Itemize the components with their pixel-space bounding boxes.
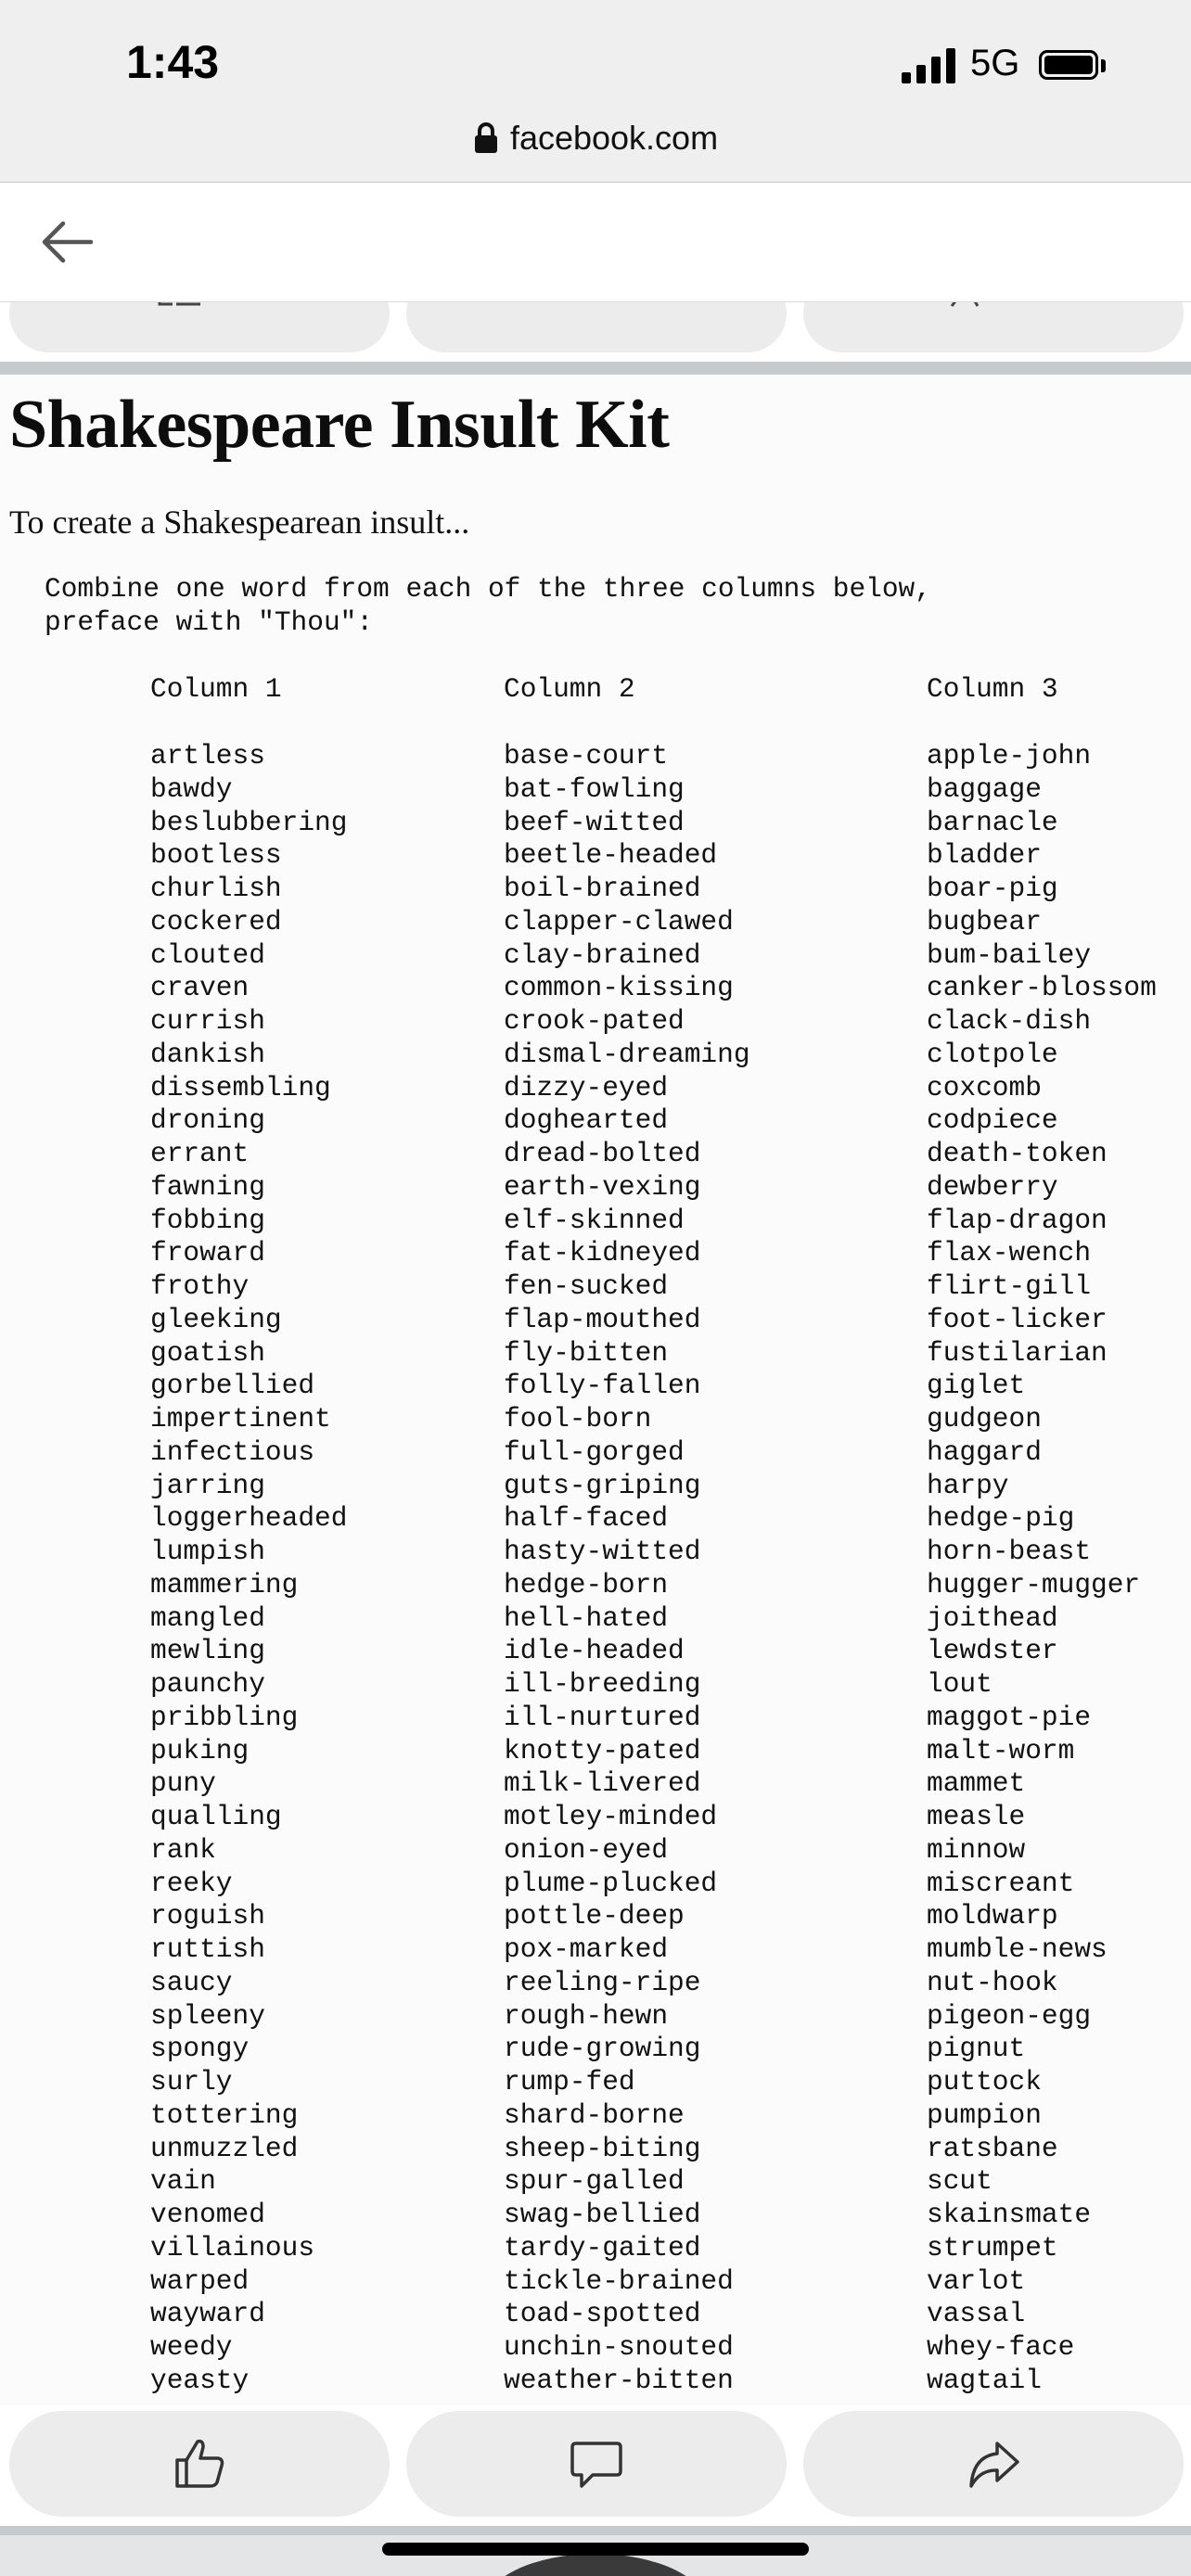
insult-word: maggot-pie: [927, 1701, 1092, 1733]
insult-word: loggerheaded: [150, 1502, 348, 1535]
insult-word: puking: [150, 1734, 250, 1766]
insult-word: flap-dragon: [927, 1204, 1108, 1236]
insult-word: crook-pated: [504, 1005, 685, 1037]
insult-word: nut-hook: [927, 1966, 1058, 1998]
insult-word: pignut: [927, 2033, 1026, 2065]
insult-word: droning: [150, 1104, 265, 1137]
insult-word: vassal: [927, 2298, 1026, 2330]
insult-word: fen-sucked: [504, 1270, 669, 1302]
insult-word: fat-kidneyed: [504, 1237, 701, 1269]
insult-word: rude-growing: [504, 2033, 701, 2065]
insult-word: tardy-gaited: [504, 2231, 701, 2264]
insult-word: pox-marked: [504, 1933, 669, 1965]
insult-word: unchin-snouted: [504, 2331, 734, 2363]
insult-word: surly: [150, 2066, 233, 2098]
battery-nub: [1101, 59, 1106, 72]
document-instruction: Combine one word from each of the three columns below, preface with "Thou":: [45, 573, 931, 638]
insult-word: canker-blossom: [927, 972, 1157, 1004]
insult-word: fustilarian: [927, 1336, 1108, 1369]
insult-word: dread-bolted: [504, 1138, 701, 1169]
insult-word: toad-spotted: [504, 2298, 701, 2330]
network-type: 5G: [970, 43, 1020, 83]
lock-icon: [473, 121, 499, 155]
insult-word: goatish: [150, 1336, 265, 1369]
post-image[interactable]: [0, 375, 1191, 2405]
insult-word: bat-fowling: [504, 772, 685, 805]
insult-word: knotty-pated: [504, 1734, 701, 1766]
insult-word: gleeking: [150, 1303, 282, 1335]
post-actions: [0, 2405, 1191, 2526]
insult-word: joithead: [927, 1601, 1058, 1634]
insult-word: weather-bitten: [504, 2364, 734, 2396]
insult-word: beslubbering: [150, 806, 348, 838]
insult-word: earth-vexing: [504, 1170, 701, 1203]
insult-word: pigeon-egg: [927, 1999, 1092, 2032]
signal-icon: [902, 48, 959, 83]
insult-word: death-token: [927, 1138, 1108, 1169]
insult-word: flirt-gill: [927, 1270, 1092, 1302]
insult-word: lumpish: [150, 1536, 265, 1567]
insult-word: warped: [150, 2264, 250, 2297]
home-indicator[interactable]: [382, 2543, 809, 2556]
column-3-header: Column 3: [927, 673, 1058, 705]
insult-word: minnow: [927, 1833, 1026, 1866]
insult-word: bootless: [150, 839, 282, 872]
insult-word: motley-minded: [504, 1801, 718, 1832]
previous-like-button[interactable]: [9, 302, 390, 352]
insult-word: yeasty: [150, 2364, 250, 2396]
insult-word: malt-worm: [927, 1734, 1075, 1766]
insult-word: gorbellied: [150, 1370, 315, 1402]
insult-word: apple-john: [927, 740, 1092, 772]
insult-word: clapper-clawed: [504, 905, 734, 937]
insult-word: roguish: [150, 1900, 265, 1932]
insult-word: fly-bitten: [504, 1336, 669, 1369]
insult-word: wagtail: [927, 2364, 1042, 2396]
column-1-header: Column 1: [150, 673, 282, 705]
like-button[interactable]: [9, 2411, 390, 2517]
status-bar: [0, 0, 1191, 102]
insult-word: hugger-mugger: [927, 1568, 1141, 1600]
insult-word: haggard: [927, 1435, 1042, 1468]
insult-word: pottle-deep: [504, 1900, 685, 1932]
insult-word: hedge-pig: [927, 1502, 1075, 1535]
insult-word: craven: [150, 972, 250, 1004]
insult-word: whey-face: [927, 2331, 1075, 2363]
insult-word: rank: [150, 1833, 216, 1866]
previous-share-button[interactable]: [803, 302, 1184, 352]
insult-word: mewling: [150, 1635, 265, 1667]
insult-word: spleeny: [150, 1999, 265, 2032]
insult-word: clouted: [150, 938, 265, 971]
back-arrow-icon[interactable]: [35, 216, 100, 268]
previous-comment-button[interactable]: [406, 302, 787, 352]
insult-word: giglet: [927, 1370, 1026, 1402]
insult-word: measle: [927, 1801, 1026, 1832]
insult-word: fawning: [150, 1170, 265, 1203]
previous-post-actions: [0, 302, 1191, 362]
insult-word: barnacle: [927, 806, 1058, 838]
insult-word: reeky: [150, 1867, 233, 1899]
column-3-word-list: [927, 740, 1157, 2398]
next-post-peek: [0, 2526, 1191, 2576]
insult-word: paunchy: [150, 1668, 265, 1700]
share-arrow-icon: [950, 302, 1005, 308]
insult-word: ill-breeding: [504, 1668, 701, 1700]
insult-word: unmuzzled: [150, 2132, 299, 2164]
comment-button[interactable]: [406, 2411, 787, 2517]
insult-word: artless: [150, 740, 265, 772]
insult-word: spongy: [150, 2033, 250, 2065]
insult-word: harpy: [927, 1469, 1009, 1501]
insult-word: clotpole: [927, 1038, 1058, 1070]
insult-word: folly-fallen: [504, 1370, 701, 1402]
insult-word: swag-bellied: [504, 2199, 701, 2230]
insult-word: hell-hated: [504, 1601, 669, 1634]
avatar: [482, 2554, 709, 2576]
insult-word: fobbing: [150, 1204, 265, 1236]
insult-word: rump-fed: [504, 2066, 635, 2098]
insult-word: beef-witted: [504, 806, 685, 838]
insult-word: idle-headed: [504, 1635, 685, 1667]
insult-word: churlish: [150, 873, 282, 904]
share-arrow-icon: [966, 2436, 1021, 2492]
insult-word: mammering: [150, 1568, 299, 1600]
insult-word: cockered: [150, 905, 282, 937]
insult-word: foot-licker: [927, 1303, 1108, 1335]
insult-word: lout: [927, 1668, 992, 1700]
insult-word: beetle-headed: [504, 839, 718, 872]
insult-word: guts-griping: [504, 1469, 701, 1501]
insult-word: saucy: [150, 1966, 233, 1998]
insult-word: impertinent: [150, 1403, 331, 1435]
insult-word: moldwarp: [927, 1900, 1058, 1932]
insult-word: jarring: [150, 1469, 265, 1501]
document-title: Shakespeare Insult Kit: [9, 387, 670, 463]
address-bar[interactable]: [0, 102, 1191, 183]
insult-word: villainous: [150, 2231, 315, 2264]
insult-word: froward: [150, 1237, 265, 1269]
column-1-word-list: [150, 740, 347, 2398]
insult-word: mammet: [927, 1767, 1026, 1800]
insult-word: frothy: [150, 1270, 250, 1302]
column-2-header: Column 2: [504, 673, 635, 705]
insult-word: infectious: [150, 1435, 315, 1468]
insult-word: common-kissing: [504, 972, 734, 1004]
comment-bubble-icon: [569, 2436, 624, 2492]
battery-icon: [1039, 50, 1098, 80]
column-2-word-list: [504, 740, 750, 2398]
insult-word: shard-borne: [504, 2098, 685, 2131]
insult-word: fool-born: [504, 1403, 652, 1435]
insult-word: sheep-biting: [504, 2132, 701, 2164]
insult-word: clack-dish: [927, 1005, 1092, 1037]
nav-bar: [0, 183, 1191, 303]
insult-word: base-court: [504, 740, 669, 772]
insult-word: hedge-born: [504, 1568, 669, 1600]
insult-word: plume-plucked: [504, 1867, 718, 1899]
insult-word: errant: [150, 1138, 250, 1169]
insult-word: dissembling: [150, 1071, 331, 1103]
insult-word: half-faced: [504, 1502, 669, 1535]
insult-word: baggage: [927, 772, 1042, 805]
insult-word: gudgeon: [927, 1403, 1042, 1435]
insult-word: hasty-witted: [504, 1536, 701, 1567]
insult-word: tottering: [150, 2098, 299, 2131]
insult-word: varlot: [927, 2264, 1026, 2297]
insult-word: doghearted: [504, 1104, 669, 1137]
share-button[interactable]: [803, 2411, 1184, 2517]
insult-word: horn-beast: [927, 1536, 1092, 1567]
insult-word: strumpet: [927, 2231, 1058, 2264]
insult-word: bum-bailey: [927, 938, 1092, 971]
insult-word: lewdster: [927, 1635, 1058, 1667]
insult-word: pribbling: [150, 1701, 299, 1733]
insult-word: flap-mouthed: [504, 1303, 701, 1335]
insult-word: wayward: [150, 2298, 265, 2330]
thumbs-up-icon: [172, 2436, 227, 2492]
insult-word: reeling-ripe: [504, 1966, 701, 1998]
insult-word: ill-nurtured: [504, 1701, 701, 1733]
insult-word: boar-pig: [927, 873, 1058, 904]
insult-word: vain: [150, 2165, 216, 2198]
insult-word: miscreant: [927, 1867, 1075, 1899]
insult-word: milk-livered: [504, 1767, 701, 1800]
insult-word: scut: [927, 2165, 992, 2198]
insult-word: weedy: [150, 2331, 233, 2363]
insult-word: rough-hewn: [504, 1999, 669, 2032]
insult-word: dismal-dreaming: [504, 1038, 750, 1070]
insult-word: flax-wench: [927, 1237, 1092, 1269]
insult-word: coxcomb: [927, 1071, 1042, 1103]
insult-word: qualling: [150, 1801, 282, 1832]
insult-word: clay-brained: [504, 938, 701, 971]
insult-word: tickle-brained: [504, 2264, 734, 2297]
insult-word: spur-galled: [504, 2165, 685, 2198]
insult-word: ruttish: [150, 1933, 265, 1965]
insult-word: dewberry: [927, 1170, 1058, 1203]
insult-word: puttock: [927, 2066, 1042, 2098]
insult-word: dankish: [150, 1038, 265, 1070]
insult-word: skainsmate: [927, 2199, 1092, 2230]
insult-word: currish: [150, 1005, 265, 1037]
comment-bubble-icon: [555, 302, 610, 308]
insult-word: bawdy: [150, 772, 233, 805]
insult-word: codpiece: [927, 1104, 1058, 1137]
document-intro: To create a Shakespearean insult...: [9, 504, 470, 541]
insult-word: elf-skinned: [504, 1204, 685, 1236]
insult-word: ratsbane: [927, 2132, 1058, 2164]
insult-word: puny: [150, 1767, 216, 1800]
post-divider: [0, 362, 1191, 375]
insult-word: onion-eyed: [504, 1833, 669, 1866]
insult-word: dizzy-eyed: [504, 1071, 669, 1103]
insult-word: full-gorged: [504, 1435, 685, 1468]
insult-word: boil-brained: [504, 873, 701, 904]
thumbs-up-icon: [156, 302, 211, 308]
insult-word: mangled: [150, 1601, 265, 1634]
insult-word: venomed: [150, 2199, 265, 2230]
insult-word: mumble-news: [927, 1933, 1108, 1965]
insult-word: bladder: [927, 839, 1042, 872]
insult-word: pumpion: [927, 2098, 1042, 2131]
post-divider: [0, 2526, 1191, 2535]
insult-word: bugbear: [927, 905, 1042, 937]
url-text: facebook.com: [509, 119, 719, 157]
status-time: 1:43: [126, 36, 220, 88]
